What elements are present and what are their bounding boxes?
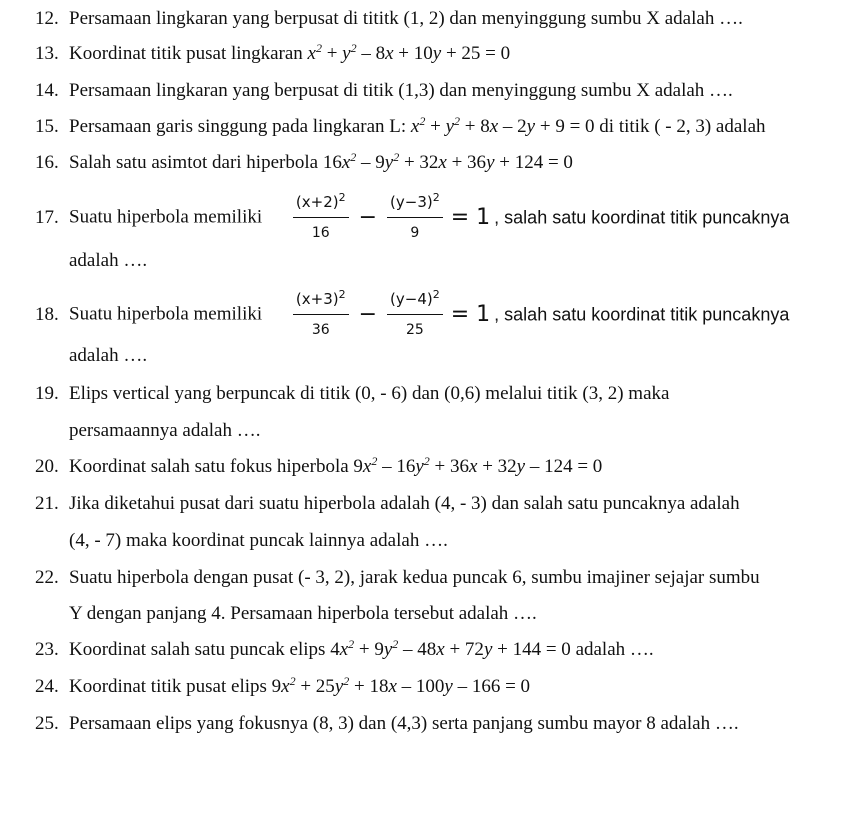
question-number: 12. <box>35 8 59 29</box>
question-21 <box>35 492 740 516</box>
equation: $9x^2 - 16y^2 + 36x + 32y - 124 = 0$ <box>353 454 603 477</box>
question-number: 14. <box>35 80 59 101</box>
equals-one: = 1 <box>450 204 491 230</box>
question-number: 16. <box>35 152 59 173</box>
question-number: 25. <box>35 713 59 734</box>
fraction-x-term: $\frac{(x+2)^2}{16}$ <box>293 190 349 245</box>
question-number: 15. <box>35 116 59 137</box>
minus-sign: − <box>358 301 378 327</box>
question-23 <box>35 638 654 662</box>
fraction-x-term: $\frac{(x+3)^2}{36}$ <box>293 287 349 342</box>
question-text-tail: , salah satu koordinat titik puncaknya <box>494 207 790 228</box>
equals-one: = 1 <box>450 301 491 327</box>
question-number: 21. <box>35 493 59 514</box>
question-text: Persamaan garis singgung pada lingkaran L: <box>69 116 411 137</box>
question-13 <box>35 42 510 66</box>
question-25 <box>35 712 739 736</box>
question-number: 22. <box>35 567 59 588</box>
question-text: Koordinat salah satu fokus hiperbola <box>69 456 354 477</box>
question-text: Koordinat titik pusat elips <box>69 676 272 697</box>
question-number: 23. <box>35 639 59 660</box>
question-15 <box>35 115 766 139</box>
question-number: 19. <box>35 383 59 404</box>
question-text-tail: , salah satu koordinat titik puncaknya <box>494 304 790 325</box>
minus-sign: − <box>358 204 378 230</box>
equation: $x^2 + y^2 - 8x + 10y + 25 = 0$ <box>307 41 511 64</box>
question-text: Suatu hiperbola dengan pusat (- 3, 2), jarak kedua puncak 6, sumbu imajiner sejajar sumbu <box>69 567 760 588</box>
question-16 <box>35 151 573 175</box>
question-21-continuation: (4, - 7) maka koordinat puncak lainnya adalah …. <box>69 530 448 551</box>
question-text: Jika diketahui pusat dari suatu hiperbola adalah (4, - 3) dan salah satu puncaknya adalah <box>69 493 740 514</box>
question-text: Koordinat salah satu puncak elips <box>69 639 331 660</box>
question-text: Persamaan lingkaran yang berpusat di titik (1,3) dan menyinggung sumbu X adalah …. <box>69 80 733 101</box>
question-20 <box>35 455 602 479</box>
question-text: Persamaan elips yang fokusnya (8, 3) dan (4,3) serta panjang sumbu mayor 8 adalah …. <box>69 713 739 734</box>
question-17-continuation: adalah …. <box>69 250 148 271</box>
question-12 <box>35 7 743 31</box>
question-number: 20. <box>35 456 59 477</box>
question-18 <box>35 287 789 342</box>
fraction-y-term: $\frac{(y-4)^2}{25}$ <box>387 287 443 342</box>
equation: $16x^2 - 9y^2 + 32x + 36y + 124 = 0$ <box>322 150 573 173</box>
question-text-tail: di titik ( - 2, 3) adalah <box>594 116 766 137</box>
question-text-tail: adalah …. <box>570 639 654 660</box>
question-text: Suatu hiperbola memiliki <box>69 303 263 325</box>
question-19 <box>35 382 669 406</box>
question-number: 24. <box>35 676 59 697</box>
equation: $4x^2 + 9y^2 - 48x + 72y + 144 = 0$ <box>330 637 571 660</box>
equation: $9x^2 + 25y^2 + 18x - 100y - 166 = 0$ <box>271 674 531 697</box>
question-number: 17. <box>35 206 59 228</box>
question-18-continuation: adalah …. <box>69 345 148 366</box>
question-22-continuation: Y dengan panjang 4. Persamaan hiperbola tersebut adalah …. <box>69 603 537 624</box>
question-text: Salah satu asimtot dari hiperbola <box>69 152 323 173</box>
question-text: Persamaan lingkaran yang berpusat di tititk (1, 2) dan menyinggung sumbu X adalah …. <box>69 8 743 29</box>
question-number: 18. <box>35 303 59 325</box>
question-24 <box>35 675 530 699</box>
equation: $x^2 + y^2 + 8x - 2y + 9 = 0$ <box>410 114 595 137</box>
question-14 <box>35 79 733 103</box>
question-text: Koordinat titik pusat lingkaran <box>69 43 308 64</box>
question-text: Suatu hiperbola memiliki <box>69 206 263 228</box>
question-text: Elips vertical yang berpuncak di titik (0, - 6) dan (0,6) melalui titik (3, 2) maka <box>69 383 670 404</box>
question-17 <box>35 190 789 245</box>
question-22 <box>35 566 760 590</box>
fraction-y-term: $\frac{(y-3)^2}{9}$ <box>387 190 443 245</box>
question-19-continuation: persamaannya adalah …. <box>69 420 261 441</box>
question-number: 13. <box>35 43 59 64</box>
